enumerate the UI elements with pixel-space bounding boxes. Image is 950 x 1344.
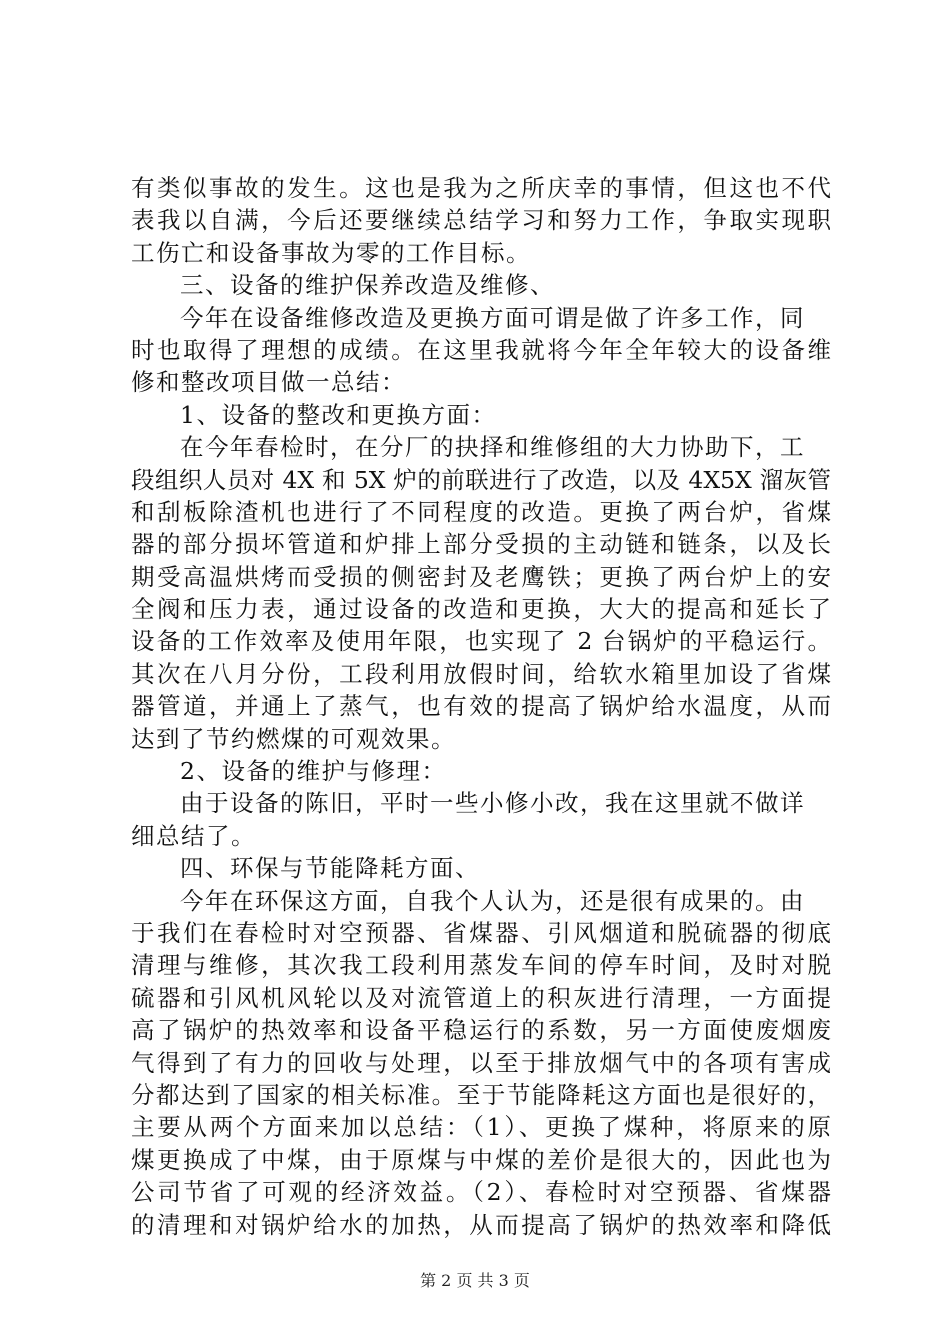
text-line: 设备的工作效率及使用年限，也实现了 2 台锅炉的平稳运行。 — [131, 627, 831, 656]
text-line: 清理与维修，其次我工段利用蒸发车间的停车时间，及时对脱 — [131, 951, 831, 980]
text-line: 气得到了有力的回收与处理，以至于排放烟气中的各项有害成 — [131, 1048, 831, 1077]
text-line: 工伤亡和设备事故为零的工作目标。 — [131, 238, 531, 267]
text-line: 其次在八月分份，工段利用放假时间，给软水箱里加设了省煤 — [131, 659, 831, 688]
subsection-heading: 2、设备的维护与修理： — [180, 757, 447, 786]
text-line: 分都达到了国家的相关标准。至于节能降耗这方面也是很好的， — [131, 1080, 831, 1109]
text-line: 由于设备的陈旧，平时一些小修小改，我在这里就不做详 — [180, 789, 805, 818]
page-number: 第 2 页 共 3 页 — [420, 1271, 530, 1290]
text-line: 细总结了。 — [131, 821, 256, 850]
text-line: 煤更换成了中煤，由于原煤与中煤的差价是很大的，因此也为 — [131, 1145, 831, 1174]
section-heading: 三、设备的维护保养改造及维修、 — [180, 271, 555, 300]
text-line: 于我们在春检时对空预器、省煤器、引风烟道和脱硫器的彻底 — [131, 918, 831, 947]
text-line: 的清理和对锅炉给水的加热，从而提高了锅炉的热效率和降低 — [131, 1210, 831, 1239]
text-line: 和刮板除渣机也进行了不同程度的改造。更换了两台炉，省煤 — [131, 497, 831, 526]
text-line: 全阀和压力表，通过设备的改造和更换，大大的提高和延长了 — [131, 595, 831, 624]
text-line: 有类似事故的发生。这也是我为之所庆幸的事情，但这也不代 — [131, 174, 831, 202]
text-line: 期受高温烘烤而受损的侧密封及老鹰铁；更换了两台炉上的安 — [131, 562, 831, 591]
document-body — [131, 172, 831, 1241]
text-line: 今年在设备维修改造及更换方面可谓是做了许多工作，同 — [180, 303, 805, 332]
text-line: 器的部分损坏管道和炉排上部分受损的主动链和链条，以及长 — [131, 530, 831, 559]
text-line: 器管道，并通上了蒸气，也有效的提高了锅炉给水温度，从而 — [131, 692, 831, 721]
text-line: 今年在环保这方面，自我个人认为，还是很有成果的。由 — [180, 886, 805, 915]
text-line: 修和整改项目做一总结： — [131, 368, 406, 397]
text-line: 主要从两个方面来加以总结：（1）、更换了煤种，将原来的原 — [131, 1113, 831, 1142]
section-heading: 四、环保与节能降耗方面、 — [180, 854, 480, 883]
text-line: 高了锅炉的热效率和设备平稳运行的系数，另一方面使废烟废 — [131, 1016, 831, 1045]
page-footer — [0, 1268, 950, 1291]
subsection-heading: 1、设备的整改和更换方面： — [180, 400, 497, 429]
text-line: 表我以自满，今后还要继续总结学习和努力工作，争取实现职 — [131, 206, 831, 235]
text-line: 段组织人员对 4X 和 5X 炉的前联进行了改造，以及 4X5X 溜灰管 — [131, 465, 831, 494]
text-line: 时也取得了理想的成绩。在这里我就将今年全年较大的设备维 — [131, 335, 831, 364]
text-line: 在今年春检时，在分厂的抉择和维修组的大力协助下，工 — [180, 433, 805, 462]
text-line: 达到了节约燃煤的可观效果。 — [131, 724, 456, 753]
text-line: 公司节省了可观的经济效益。（2）、春检时对空预器、省煤器 — [131, 1178, 831, 1207]
text-line: 硫器和引风机风轮以及对流管道上的积灰进行清理，一方面提 — [131, 983, 831, 1012]
